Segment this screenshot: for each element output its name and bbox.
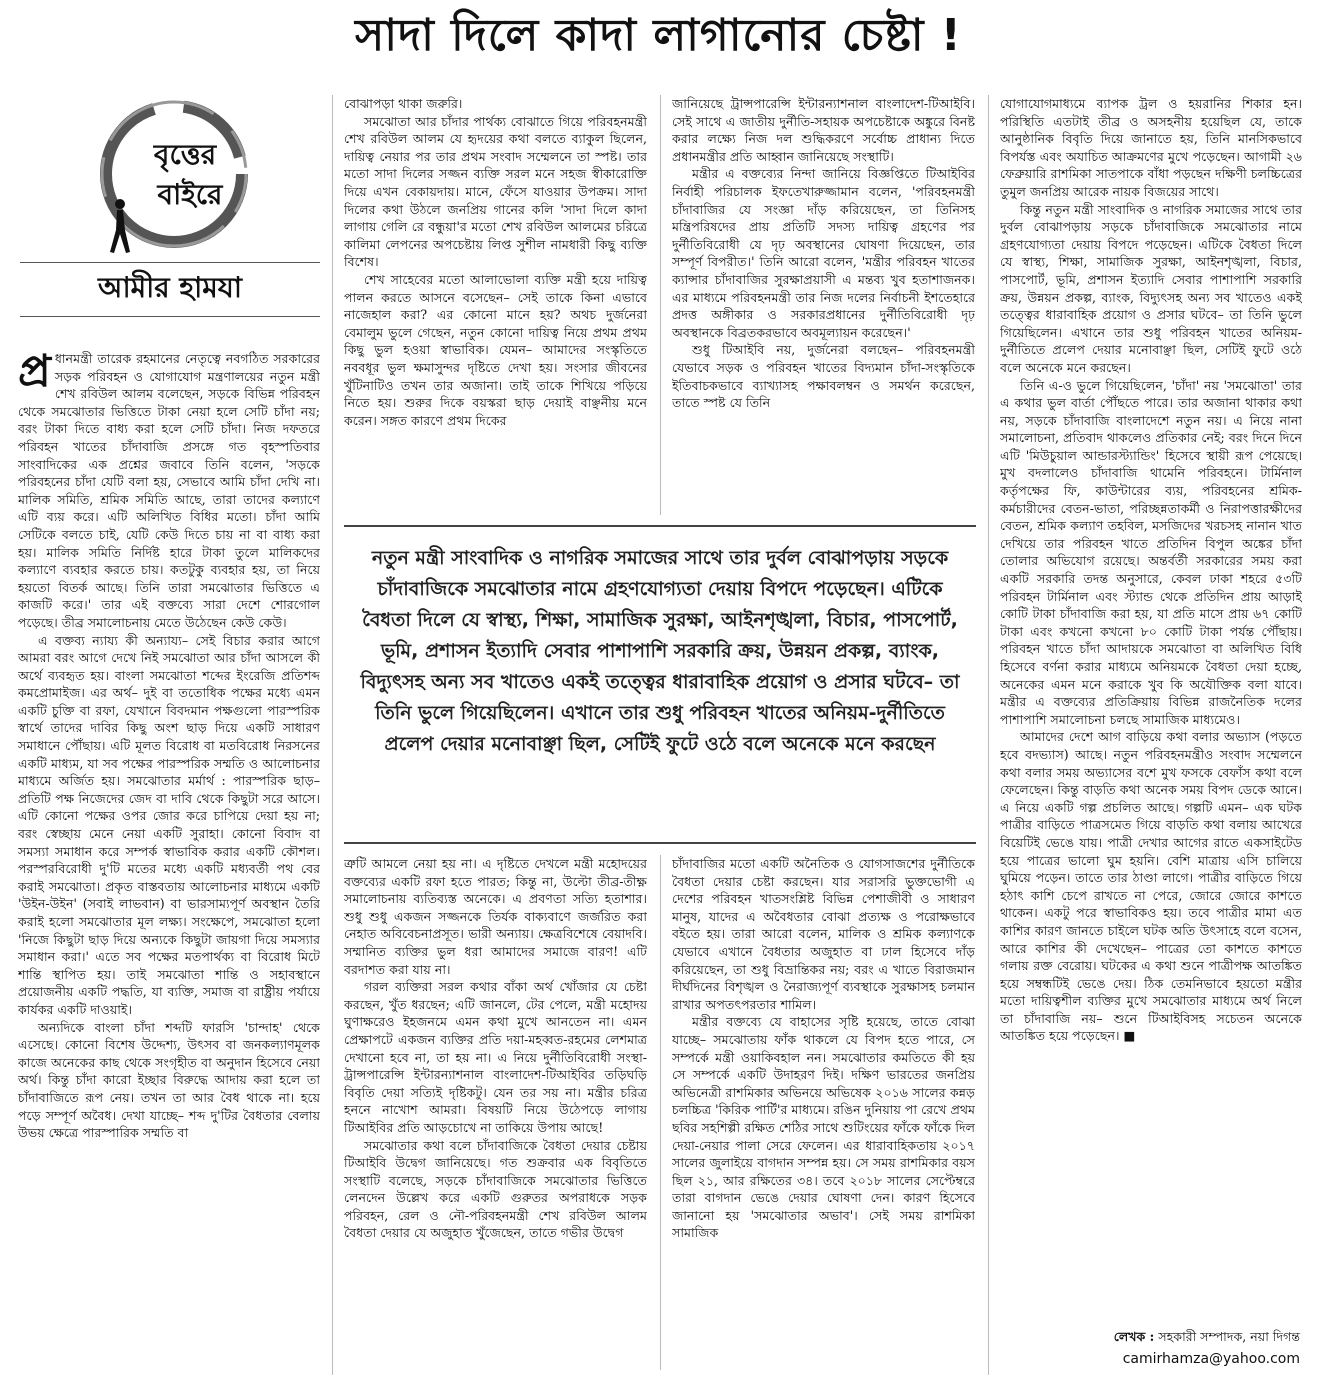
column-divider	[988, 95, 989, 1375]
byline	[1000, 1328, 1300, 1346]
paragraph: সমঝোতার কথা বলে চাঁদাবাজিকে বৈধতা দেয়ার চেষ্টায় টিআইবি উদ্বেগ জানিয়েছে। গত শুক্রবার এক বিবৃতিতে সংস্থাটি বলেছে, সড়কে চাঁদাবাজিকে সমঝোতার ভিত্তিতে লেনদেন উল্লেখ করে একটি গুরুতর অপরাধকে সড়ক পরিবহন, রেল ও নৌ-পরিবহনমন্ত্রী শেখ রবিউল আলম বৈধতা দেয়ার যে অজুহাত খুঁজেছেন, তাতে গভীর উদ্বেগ	[344, 1137, 647, 1241]
pull-quote: নতুন মন্ত্রী সাংবাদিক ও নাগরিক সমাজের সাথে তার দুর্বল বোঝাপড়ায় সড়কে চাঁদাবাজিকে সমঝোতার নামে গ্রহণযোগ্যতা দেয়ায় বিপদে পড়েছেন। এটিকে বৈধতা দিলে যে স্বাস্থ্য, শিক্ষা, সামাজিক সুরক্ষা, আইনশৃঙ্খলা, বিচার, পাসপোর্ট, ভূমি, প্রশাসন ইত্যাদি সেবার পাশাপাশি সরকারি ক্রয়, উন্নয়ন প্রকল্প, ব্যাংক, বিদ্যুৎসহ অন্য সব খাতেও একই তত্ত্বের ধারাবাহিক প্রয়োগ ও প্রসার ঘটবে– তা তিনি ভুলে গিয়েছিলেন। এখানে তার শুধু পরিবহন খাতের অনিয়ম-দুর্নীতিতে প্রলেপ দেয়ার মনোবাঞ্ছা ছিল, সেটিই ফুটে ওঠে বলে অনেকে মনে করছেন	[360, 547, 960, 755]
paragraph: জানিয়েছে ট্রান্সপারেন্সি ইন্টারন্যাশনাল বাংলাদেশ-টিআইবি। সেই সাথে এ জাতীয় দুর্নীতি-সহায়ক অপচেষ্টাকে অঙ্কুরে বিনষ্ট করার লক্ষ্যে নিজ দল শুদ্ধিকরণে সর্বোচ্চ প্রাধান্য দিতে প্রধানমন্ত্রীর প্রতি আহ্বান জানিয়েছে সংস্থাটি।	[672, 96, 975, 164]
column-2-top	[344, 95, 647, 515]
paragraph: শুধু টিআইবি নয়, দুর্জনেরা বলছেন– পরিবহনমন্ত্রী যেভাবে সড়ক ও পরিবহন খাতের বিদ্যমান চাঁদা-সংস্কৃতিকে ইতিবাচকভাবে ব্যাখ্যাসহ পক্ষাবলম্বন ও সমর্থন করেছেন, তাতে স্পষ্ট যে তিনি	[672, 342, 975, 411]
column-divider	[660, 95, 661, 515]
author-rule-bottom	[20, 316, 320, 317]
paragraph: শেখ সাহেবের মতো আলাভোলা ব্যক্তি মন্ত্রী হয়ে দায়িত্ব পালন করতে আসনে বসেছেন– সেই তাকে কিনা এভাবে নাজেহাল করা? এর কোনো মানে হয়? অথচ দুর্জনেরা বেমালুম ভুলে গেছেন, নতুন কোনো দায়িত্ব নিয়ে প্রথম প্রথম কিছু ভুল হওয়া স্বাভাবিক। যেমন– আমাদের সংস্কৃতিতে নববধূর ভুল ক্ষমাসুন্দর দৃষ্টিতে দেখা হয়। সংসার জীবনের খুঁটিনাটিও তখন তার অজানা। তাই তাকে শিখিয়ে পড়িয়ে নিতে হয়। শুরুর দিকে বয়স্করা ছাড় দেয়াই বাঞ্ছনীয় মনে করেন। সঙ্গত কারণে প্রথম দিকের	[344, 271, 647, 428]
paragraph: এ বক্তব্য ন্যায্য কী অন্যায্য– সেই বিচার করার আগে আমরা বরং আগে দেখে নিই সমঝোতা আর চাঁদা আসলে কী অর্থে ব্যবহৃত হয়। বাংলা সমঝোতা শব্দের ইংরেজি প্রতিশব্দ কমপ্রোমাইজ। এর অর্থ– দুই বা ততোধিক পক্ষের মধ্যে এমন একটি চুক্তি বা রফা, যেখানে বিবদমান পক্ষগুলো পারস্পরিক স্বার্থে তাদের দাবির কিছু অংশ ছাড় দিয়ে একটি সাধারণ সমাধানে পৌঁছায়। এটি মূলত বিরোধ বা মতবিরোধ নিরসনের একটি মাধ্যম, যা সব পক্ষের পারস্পরিক সম্মতি ও আলোচনার মাধ্যমে অর্জিত হয়। সমঝোতার মর্মার্থ : পারস্পরিক ছাড়– প্রতিটি পক্ষ নিজেদের জেদ বা দাবি থেকে কিছুটা সরে আসে। এটি কোনো পক্ষের ওপর জোর করে চাপিয়ে দেয়া হয় না; বরং স্বেচ্ছায় মেনে নেয়া একটি সুরাহা। কোনো বিবাদ বা সমস্যা সমাধান করে সম্পর্ক স্বাভাবিক করার একটি কৌশল। পরস্পরবিরোধী দু'টি মতের মধ্যে একটি মধ্যবর্তী পথ বের করাই সমঝোতা। প্রকৃত বাস্তবতায় আলোচনার মাধ্যমে একটি 'উইন-উইন' (সবাই লাভবান) বা ভারসাম্যপূর্ণ অবস্থান তৈরি করাই হলো সমঝোতার মূল লক্ষ্য। সংক্ষেপে, সমঝোতা হলো 'নিজে কিছুটা ছাড় দিয়ে অন্যকে কিছুটা জায়গা দিয়ে সমস্যার সমাধান করা।' এতে সব পক্ষের মতপার্থক্য বা বিরোধ মিটে শান্তি স্থাপিত হয়। তাই সমঝোতা শান্তি ও সহাবস্থানে প্রয়োজনীয় একটি পদ্ধতি, যা ব্যক্তি, সমাজ বা রাষ্ট্রীয় পর্যায়ে কার্যকর একটি দাওয়াই।	[18, 632, 320, 1017]
headline: সাদা দিলে কাদা লাগানোর চেষ্টা !	[355, 10, 962, 61]
paragraph: ত্রুটি আমলে নেয়া হয় না। এ দৃষ্টিতে দেখলে মন্ত্রী মহোদয়ের বক্তব্যের একটি রফা হতে পারত; কিন্তু না, উল্টো তীব্র-তীক্ষ্ণ সমালোচনায় ব্যতিব্যস্ত অনেকে। এ প্রবণতা সত্যি হতাশার। শুধু শুধু একজন সজ্জনকে তির্যক বাক্যবাণে জর্জরিত করা নেহাত অবিবেচনাপ্রসূত। ভারী অন্যায়। ক্ষেত্রবিশেষে বেয়াদবি। সম্মানিত ব্যক্তির ভুল ধরা আমাদের সমাজে বারণ! এটি বরদাশত করা যায় না।	[344, 856, 647, 977]
column-logo-line1: বৃত্তের	[153, 138, 217, 171]
paragraph: বোঝাপড়া থাকা জরুরি।	[344, 96, 463, 111]
column-logo-line2: বাইরে	[157, 178, 223, 211]
column-logo	[90, 92, 255, 257]
drop-cap: প্র	[18, 350, 51, 397]
paragraph: কিন্তু নতুন মন্ত্রী সাংবাদিক ও নাগরিক সমাজের সাথে তার দুর্বল বোঝাপড়ায় সড়কে চাঁদাবাজিকে সমঝোতার নামে গ্রহণযোগ্যতা দেয়ায় বিপদে পড়েছেন। এটিকে বৈধতা দিলে যে স্বাস্থ্য, শিক্ষা, সামাজিক সুরক্ষা, আইনশৃঙ্খলা, বিচার, পাসপোর্ট, ভূমি, প্রশাসন ইত্যাদি সেবার পাশাপাশি সরকারি ক্রয়, উন্নয়ন প্রকল্প, ব্যাংক, বিদ্যুৎসহ অন্য সব খাতেও একই তত্ত্বের ধারাবাহিক প্রয়োগ ও প্রসার ঘটবে– তা তিনি ভুলে গিয়েছিলেন। এখানে তার শুধু পরিবহন খাতের অনিয়ম-দুর্নীতিতে প্রলেপ দেয়ার মনোবাঞ্ছা ছিল, সেটিই ফুটে ওঠে বলে অনেকে মনে করছেন।	[1000, 201, 1302, 375]
column-2-bottom	[344, 855, 647, 1370]
paragraph: তিনি এ-ও ভুলে গিয়েছিলেন, 'চাঁদা' নয় 'সমঝোতা' তার এ কথার ভুল বার্তা পৌঁছতে পারে। তার অজানা থাকার কথা নয়, সড়কে চাঁদাবাজি বাংলাদেশে নতুন নয়। এ নিয়ে নানা সমালোচনা, প্রতিবাদ থাকলেও প্রতিকার নেই; বরং দিনে দিনে এটি 'মিউচুয়াল আন্ডারস্ট্যান্ডিং' হিসেবে স্থায়ী রূপ পেয়েছে। মুখ বদলালেও চাঁদাবাজি থামেনি পরিবহনে। টার্মিনাল কর্তৃপক্ষের ফি, কাউন্টারের ব্যয়, পরিবহনের শ্রমিক-কর্মচারীদের বেতন-ভাতা, পরিচ্ছন্নতাকর্মী ও নিরাপত্তারক্ষীদের বেতন, শ্রমিক কল্যাণ তহবিল, মসজিদের খরচসহ নানান খাত দেখিয়ে তার পরিবহন খাতে প্রতিদিন বিপুল অঙ্কের চাঁদা তোলার অভিযোগ রয়েছে। অন্তর্বর্তী সরকারের সময় করা একটি সরকারি তদন্ত অনুসারে, কেবল ঢাকা শহরে ৫৩টি পরিবহন টার্মিনাল এবং স্ট্যান্ড থেকে প্রতিদিন প্রায় আড়াই কোটি টাকা চাঁদাবাজি করা হয়, যা প্রতি মাসে প্রায় ৬৭ কোটি টাকা এবং কখনো কখনো ৮০ কোটি টাকা পর্যন্ত পৌঁছায়। পরিবহন খাতে চাঁদা আদায়কে সমঝোতা বা অলিখিত বিধি হিসেবে বর্ণনা করার মাধ্যমে অনিয়মকে বৈধতা দেয়া হচ্ছে, অনেকের এমন মনে করাকে খুব কি অযৌক্তিক বলা যাবে। মন্ত্রীর এ বক্তব্যের প্রতিক্রিয়ায় বিভিন্ন রাজনৈতিক দলের পাশাপাশি সমালোচনা চলছে সামাজিক মাধ্যমেও।	[1000, 377, 1302, 727]
paragraph: মন্ত্রীর বক্তব্যে যে বাহাসের সৃষ্টি হয়েছে, তাতে বোঝা যাচ্ছে– সমঝোতায় ফাঁক থাকলে যে বিপদ হতে পারে, সে সম্পর্কে মন্ত্রী ওয়াকিবহাল নন। সমঝোতার কমতিতে কী হয় সে সম্পর্কে একটি উদাহরণ দিই। দক্ষিণ ভারতের জনপ্রিয় অভিনেত্রী রাশমিকার অভিনয়ে অভিষেক ২০১৬ সালের কন্নড় চলচ্চিত্র 'কিরিক পার্টি'র মাধ্যমে। রঙিন দুনিয়ায় পা রেখে প্রথম ছবির সহশিল্পী রক্ষিত শেঠির সাথে শুটিংয়ের ফাঁকে ফাঁকে দিল দেয়া-নেয়ার পালা সেরে ফেলেন। এর ধারাবাহিকতায় ২০১৭ সালের জুলাইয়ে বাগদান সম্পন্ন হয়। সে সময় রাশমিকার বয়স ছিল ২১, আর রক্ষিতের ৩৪। তবে ২০১৮ সালের সেপ্টেম্বরে তারা বাগদান ভেঙে দেয়ার ঘোষণা দেন। কারণ হিসেবে জানানো হয় 'সমঝোতার অভাব'। সেই সময় রাশমিকা সামাজিক	[672, 1014, 975, 1241]
paragraph: সমঝোতা আর চাঁদার পার্থক্য বোঝাতে গিয়ে পরিবহনমন্ত্রী শেখ রবিউল আলম যে হৃদয়ের কথা বলতে ব্যাকুল ছিলেন, দায়িত্ব নেয়ার পর তার প্রথম সংবাদ সম্মেলনে তা স্পষ্ট। তার মতো সাদা দিলের সজ্জন ব্যক্তি সরল মনে সহজ স্বীকারোক্তি দিয়ে এখন বেকায়দায়। মানে, ফেঁসে যাওয়ার উপক্রম। সাদা দিলের কথা উঠলে জনপ্রিয় গানের কলি 'সাদা দিলে কাদা লাগায় গেলি রে বন্ধুয়া'র মতো শেখ রবিউল আলমের চরিত্রে কালিমা লেপনের অপচেষ্টায় লিপ্ত সুশীল নামধারী কিছু ব্যক্তি বিশেষ।	[344, 113, 647, 270]
paragraph: অন্যদিকে বাংলা চাঁদা শব্দটি ফারসি 'চান্দাহ' থেকে এসেছে। কোনো বিশেষ উদ্দেশ্য, উৎসব বা জনকল্যাণমূলক কাজে অনেকের কাছ থেকে সংগৃহীত বা অনুদান হিসেবে নেয়া অর্থ। কিন্তু চাঁদা কারো ইচ্ছার বিরুদ্ধে আদায় করা হলে তা চাঁদাবাজিতে রূপ নেয়। তখন তা আর বৈধ থাকে না। হয়ে পড়ে সম্পূর্ণ অবৈধ। দেখা যাচ্ছে– শব্দ দু'টির বৈধতার বেলায় উভয় ক্ষেত্রে পারস্পারিক সম্মতি বা	[18, 1019, 320, 1141]
paragraph: আমাদের দেশে আগ বাড়িয়ে কথা বলার অভ্যাস (পড়তে হবে বদভ্যাস) আছে। নতুন পরিবহনমন্ত্রীও সংবাদ সম্মেলনে কথা বলার সময় অভ্যাসের বশে মুখ ফসকে বেফাঁস কথা বলে ফেলেছেন। কিন্তু বাড়তি কথা অনেক সময় বিপদ ডেকে আনে। এ নিয়ে একটি গল্প প্রচলিত আছে। গল্পটি এমন– এক ঘটক পাত্রীর বাড়িতে পাত্রসমেত গিয়ে বাড়তি কথা বলায় আখেরে বিয়েটিই ভেঙে যায়। পাত্রী দেখার আগের রাতে একসাইটেড হয়ে পাত্রের ভালো ঘুম হয়নি। বেশি মাত্রায় এসি চালিয়ে ঘুমিয়ে পড়েন। তাতে তার ঠাণ্ডা লাগে। পাত্রীর বাড়িতে গিয়ে হঠাৎ কাশি চেপে রাখতে না পেরে, জোরে জোরে কাশতে থাকেন। একটু পরে স্বাভাবিকও হয়। তবে পাত্রীর মামা এত কাশির কারণ জানতে চাইলে ঘটক অতি উৎসাহে বলে বসেন, আরে কাশির কী দেখেছেন– পাত্রের তো কাশতে কাশতে গলায় রক্ত বেরোয়। ঘটকের এ কথা শুনে পাত্রীপক্ষ আতঙ্কিত হয়ে সম্বন্ধটিই ভেঙে দেয়। ঠিক তেমনিভাবে হয়তো মন্ত্রীর মতো দায়িত্বশীল ব্যক্তির মুখে সমঝোতার মাধ্যমে অর্থ নিলে তা চাঁদাবাজি নয়– শুনে টিআইবিসহ সচেতন অনেকে আতঙ্কিত হয়ে পড়েছেন। ■	[1000, 729, 1302, 1044]
paragraph: মন্ত্রীর এ বক্তব্যের নিন্দা জানিয়ে বিজ্ঞপ্তিতে টিআইবির নির্বাহী পরিচালক ইফতেখারুজ্জামান বলেন, 'পরিবহনমন্ত্রী চাঁদাবাজির যে সংজ্ঞা দাঁড় করিয়েছেন, তা তিনিসহ মন্ত্রিপরিষদের প্রায় প্রতিটি সদস্য দায়িত্ব গ্রহণের পর দুর্নীতিবিরোধী যে দৃঢ় অবস্থানের ঘোষণা দিয়েছেন, তার সম্পূর্ণ বিপরীত।' তিনি আরো বলেন, 'মন্ত্রীর পরিবহন খাতের ক্যান্সার চাঁদাবাজির সুরক্ষাপ্রয়াসী এ মন্তব্য খুব হতাশাজনক। এর মাধ্যমে পরিবহনমন্ত্রী তার নিজ দলের নির্বাচনী ইশতেহারে প্রদত্ত অঙ্গীকার ও সরকারপ্রধানের দুর্নীতিবিরোধী দৃঢ় অবস্থানকে বিব্রতকরভাবে অবমূল্যায়ন করেছেন।'	[672, 166, 975, 340]
author-email[interactable]: camirhamza@yahoo.com	[1122, 1351, 1300, 1367]
column-3-top	[672, 95, 975, 515]
pull-quote-box	[344, 525, 976, 844]
paragraph: গরল ব্যক্তিরা সরল কথার বাঁকা অর্থ খোঁজার যে চেষ্টা করছেন, খুঁত ধরছেন; এটি জানলে, টের পেলে, মন্ত্রী মহোদয় ঘুণাক্ষরেও ইহজনমে এমন কথা মুখে আনতেন না। এমন প্রেক্ষাপটে একজন ব্যক্তির প্রতি দয়া-মহব্বত-রহমের লেশমাত্র দেখানো হবে না, তা হয় না। এ নিয়ে দুর্নীতিবিরোধী সংস্থা-ট্রান্সপারেন্সি ইন্টারন্যাশনাল বাংলাদেশ-টিআইবির তড়িঘড়ি বিবৃতি দেয়া সত্যিই দৃষ্টিকটু। যেন তর সয় না। মন্ত্রীর চরিত্র হননে নাখোশ আমরা। বিষয়টি নিয়ে উঠেপড়ে লাগায় টিআইবির প্রতি আড়চোখে না তাকিয়ে উপায় আছে!	[344, 979, 647, 1135]
paragraph: চাঁদাবাজির মতো একটি অনৈতিক ও যোগসাজশের দুর্নীতিকে বৈধতা দেয়ার চেষ্টা করছেন। যার সরাসরি ভুক্তভোগী এ দেশের পরিবহন খাতসংশ্লিষ্ট বিভিন্ন পেশাজীবী ও সাধারণ মানুষ, যাদের এ অবৈধতার বোঝা প্রত্যক্ষ ও পরোক্ষভাবে বইতে হয়। তারা আরো বলেন, মালিক ও শ্রমিক কল্যাণকে যেভাবে এখানে বৈধতার অজুহাত বা ঢাল হিসেবে দাঁড় করিয়েছেন, তা শুধু বিভ্রান্তিকর নয়; বরং এ খাতে বিরাজমান দীর্ঘদিনের বিশৃঙ্খল ও নৈরাজ্যপূর্ণ ব্যবস্থাকে সুরক্ষাসহ চলমান রাখার অপতৎপরতার শামিল।	[672, 856, 975, 1012]
author-name: আমীর হামযা	[98, 271, 242, 304]
column-4	[1000, 95, 1302, 1323]
column-1	[18, 350, 320, 1370]
byline-label: লেখক :	[1113, 1329, 1155, 1344]
column-divider	[660, 855, 661, 1370]
paragraph: ধানমন্ত্রী তারেক রহমানের নেতৃত্বে নবগঠিত সরকারের সড়ক পরিবহন ও যোগাযোগ মন্ত্রণালয়ের নতুন মন্ত্রী শেখ রবিউল আলম বলেছেন, সড়কে বিভিন্ন পরিবহন থেকে সমঝোতার ভিত্তিতে টাকা নেয়া হলে সেটি চাঁদা নয়; বরং টাকা দিতে বাধ্য করা হলে সেটি চাঁদা। নিজ দফতরে পরিবহন খাতের চাঁদাবাজি প্রসঙ্গে গত বৃহস্পতিবার সাংবাদিকের এক প্রশ্নের জবাবে তিনি বলেন, 'সড়কে পরিবহনের চাঁদা যেটি বলা হয়, সেভাবে আমি চাঁদা দেখি না। মালিক সমিতি, শ্রমিক সমিতি আছে, তারা তাদের কল্যাণে এটি ব্যয় করে। এটি অলিখিত বিধির মতো। চাঁদা আমি সেটিকে বলতে চাই, যেটি কেউ দিতে চায় না বা বাধ্য করা হয়। মালিক সমিতি নির্দিষ্ট হারে টাকা তুলে মালিকদের কল্যাণে ব্যবহার করতে চায়। কতটুকু ব্যবহার হয়, তা নিয়ে হয়তো বিতর্ক আছে। তিনি তারা সমঝোতার ভিত্তিতে এ কাজটি করে।' তার এই বক্তব্যে সারা দেশে শোরগোল পড়েছে। তীব্র সমালোচনায় মেতে উঠেছেন কেউ কেউ।	[18, 351, 320, 630]
column-divider	[332, 95, 333, 1375]
paragraph: যোগাযোগমাধ্যমে ব্যাপক ট্রল ও হয়রানির শিকার হন। পরিস্থিতি এতটাই তীব্র ও অসহনীয় হয়েছিল যে, তাকে আনুষ্ঠানিক বিবৃতি দিয়ে জানাতে হয়, তিনি মানসিকভাবে বিপর্যস্ত এবং অযাচিত আক্রমণের মুখে পড়েছেন। আগামী ২৬ ফেব্রুয়ারি রাশমিকা সাতপাকে বাঁধা পড়ছেন দক্ষিণী চলচ্চিত্রের তুমুল জনপ্রিয় আরেক নায়ক বিজয়ের সাথে।	[1000, 96, 1302, 199]
column-3-bottom	[672, 855, 975, 1370]
author-rule-top	[20, 262, 320, 263]
column-logo-graphic	[90, 92, 255, 257]
byline-text: সহকারী সম্পাদক, নয়া দিগন্ত	[1158, 1329, 1300, 1344]
